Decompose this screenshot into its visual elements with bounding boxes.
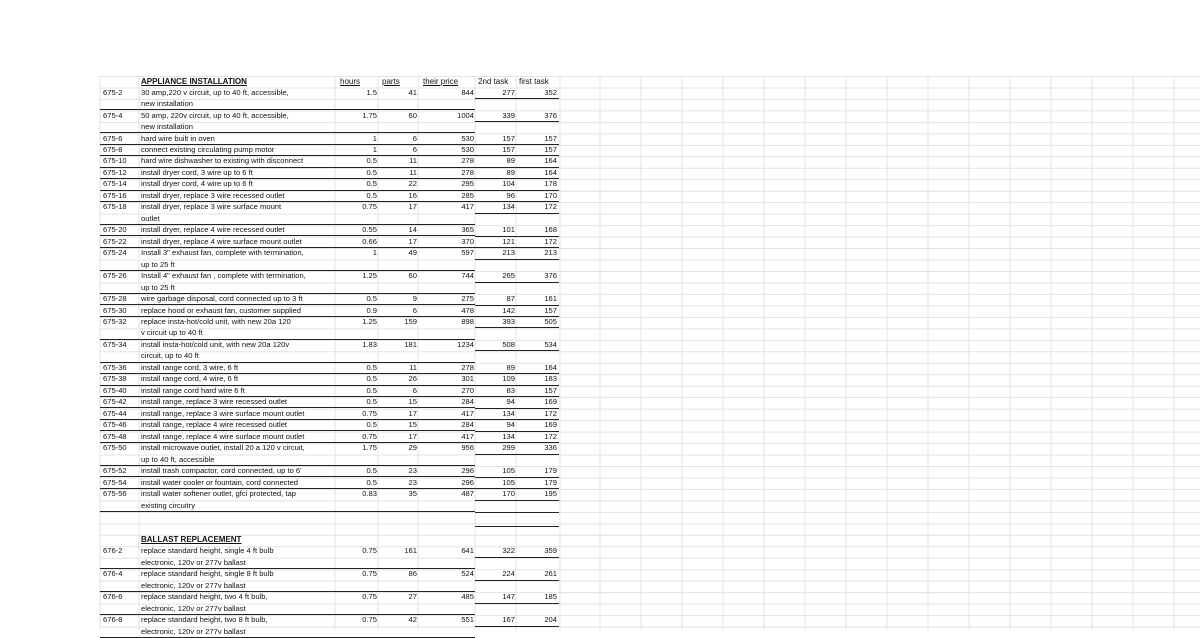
- item-description: existing circuitry: [141, 500, 196, 510]
- item-parts: 15: [408, 420, 417, 430]
- item-parts: 16: [408, 190, 417, 200]
- item-hours: 0.5: [366, 420, 377, 430]
- item-t2: 224: [502, 569, 515, 579]
- item-parts: 17: [408, 431, 417, 441]
- item-parts: 6: [412, 133, 417, 143]
- item-hours: 0.75: [362, 569, 377, 579]
- item-description: install trash compactor, cord connected, up to 6': [141, 466, 302, 476]
- task-underline: [475, 98, 559, 99]
- item-t1: 505: [544, 317, 557, 327]
- item-code: 675-36: [103, 362, 127, 372]
- item-hours: 0.5: [366, 362, 377, 372]
- item-description: install range, replace 4 wire recessed outlet: [141, 420, 288, 430]
- item-code: 675-20: [103, 225, 127, 235]
- item-code: 676-8: [103, 615, 123, 625]
- item-description: install range, replace 3 wire surface mount outlet: [141, 408, 305, 418]
- item-description: outlet: [141, 213, 160, 223]
- item-hours: 0.5: [366, 156, 377, 166]
- item-parts: 11: [409, 167, 417, 177]
- item-description: electronic, 120v or 277v ballast: [141, 626, 246, 636]
- item-description: install dryer, replace 4 wire recessed outlet: [141, 225, 285, 235]
- item-code: 676-4: [103, 569, 123, 579]
- item-t2: 94: [506, 420, 515, 430]
- item-hours: 0.9: [366, 305, 377, 315]
- item-t1: 204: [544, 615, 557, 625]
- item-price: 417: [461, 202, 474, 212]
- header-parts: parts: [382, 77, 400, 86]
- item-parts: 26: [408, 374, 417, 384]
- item-t2: 89: [506, 167, 515, 177]
- item-hours: 1: [372, 248, 377, 258]
- item-t1: 157: [544, 305, 557, 315]
- item-code: 675-16: [103, 190, 127, 200]
- item-hours: 0.5: [366, 294, 377, 304]
- item-description: replace standard height, two 4 ft bulb,: [141, 592, 268, 602]
- item-description: up to 25 ft: [141, 282, 175, 292]
- item-description: Install 4" exhaust fan , complete with termination,: [141, 271, 306, 281]
- item-t1: 172: [544, 431, 557, 441]
- item-description: Install 3" exhaust fan, complete with termination,: [141, 248, 304, 258]
- item-t2: 134: [502, 408, 515, 418]
- item-price: 597: [461, 248, 474, 258]
- item-t2: 105: [502, 466, 515, 476]
- item-t2: 109: [502, 374, 515, 384]
- item-parts: 60: [408, 271, 417, 281]
- item-code: 675-4: [103, 110, 123, 120]
- item-price: 478: [461, 305, 474, 315]
- item-description: replace standard height, two 8 ft bulb,: [141, 615, 268, 625]
- item-t2: 94: [506, 397, 515, 407]
- item-t2: 393: [502, 317, 515, 327]
- item-price: 487: [461, 489, 474, 499]
- item-t1: 157: [544, 133, 557, 143]
- item-description: new installation: [141, 99, 193, 109]
- item-description: install dryer, replace 4 wire surface mount outlet: [141, 236, 302, 246]
- item-description: electronic, 120v or 277v ballast: [141, 557, 246, 567]
- item-parts: 27: [408, 592, 417, 602]
- item-price: 370: [461, 236, 474, 246]
- item-description: install range, replace 3 wire recessed outlet: [141, 397, 288, 407]
- item-t2: 157: [502, 133, 515, 143]
- item-description: hard wire built in oven: [141, 133, 215, 143]
- task-underline: [475, 454, 559, 455]
- item-t1: 168: [544, 225, 557, 235]
- item-code: 675-28: [103, 294, 127, 304]
- item-hours: 0.5: [366, 477, 377, 487]
- item-parts: 29: [408, 443, 417, 453]
- item-t2: 87: [506, 294, 515, 304]
- item-t1: 172: [544, 202, 557, 212]
- item-parts: 49: [408, 248, 417, 258]
- item-t1: 161: [544, 294, 557, 304]
- item-parts: 181: [404, 339, 417, 349]
- item-description: install range cord, 3 wire, 6 ft: [141, 362, 239, 372]
- item-hours: 1: [372, 144, 377, 154]
- item-hours: 0.5: [366, 167, 377, 177]
- item-parts: 23: [408, 466, 417, 476]
- item-price: 296: [461, 466, 474, 476]
- item-code: 675-38: [103, 374, 127, 384]
- task-underline: [475, 282, 559, 283]
- item-t2: 101: [502, 225, 515, 235]
- item-code: 675-22: [103, 236, 127, 246]
- item-price: 551: [461, 615, 474, 625]
- item-t2: 104: [502, 179, 515, 189]
- item-t1: 359: [544, 546, 557, 556]
- item-description: install water softener outlet, gfci protected, tap: [141, 489, 296, 499]
- item-t2: 96: [506, 190, 515, 200]
- item-code: 675-10: [103, 156, 127, 166]
- item-price: 285: [461, 190, 474, 200]
- item-description: replace standard height, single 4 ft bulb: [141, 546, 274, 556]
- header-hours: hours: [340, 77, 361, 86]
- item-t2: 170: [502, 489, 515, 499]
- item-t2: 105: [502, 477, 515, 487]
- item-code: 675-42: [103, 397, 127, 407]
- item-code: 675-40: [103, 385, 127, 395]
- item-t2: 508: [502, 339, 515, 349]
- item-description: replace standard height, single 8 ft bulb: [141, 569, 274, 579]
- item-description: install range cord hard wire 6 ft: [141, 385, 245, 395]
- item-code: 675-6: [103, 133, 123, 143]
- item-price: 270: [461, 385, 474, 395]
- task-underline: [475, 603, 559, 604]
- item-parts: 159: [404, 317, 417, 327]
- item-code: 675-44: [103, 408, 127, 418]
- item-parts: 6: [412, 385, 417, 395]
- task-underline: [475, 121, 559, 122]
- item-parts: 86: [408, 569, 417, 579]
- item-code: 675-46: [103, 420, 127, 430]
- item-t1: 169: [544, 397, 557, 407]
- item-parts: 60: [408, 110, 417, 120]
- item-code: 675-26: [103, 271, 127, 281]
- item-code: 675-8: [103, 144, 123, 154]
- item-description: install range, replace 4 wire surface mount outlet: [141, 431, 305, 441]
- item-t2: 265: [502, 271, 515, 281]
- item-parts: 6: [412, 144, 417, 154]
- item-t1: 170: [544, 190, 557, 200]
- item-t2: 83: [506, 385, 515, 395]
- item-price: 417: [461, 408, 474, 418]
- item-t1: 164: [544, 167, 557, 177]
- item-description: up to 25 ft: [141, 259, 175, 269]
- item-parts: 14: [408, 225, 417, 235]
- task-underline: [475, 557, 559, 558]
- item-t1: 195: [544, 489, 557, 499]
- item-price: 278: [461, 156, 474, 166]
- task-underline: [475, 259, 559, 260]
- item-description: 50 amp, 220v circuit, up to 40 ft, accessible,: [141, 110, 289, 120]
- item-code: 675-48: [103, 431, 127, 441]
- item-t1: 172: [544, 236, 557, 246]
- item-price: 1004: [457, 110, 474, 120]
- task-underline: [475, 350, 559, 351]
- item-t2: 147: [502, 592, 515, 602]
- item-description: up to 40 ft, accessible: [141, 454, 215, 464]
- item-description: install dryer, replace 3 wire surface mount: [141, 202, 282, 212]
- item-hours: 0.5: [366, 397, 377, 407]
- item-description: replace hood or exhaust fan, customer supplied: [141, 305, 301, 315]
- item-hours: 1.75: [362, 443, 377, 453]
- item-hours: 1: [372, 133, 377, 143]
- task-underline: [475, 580, 559, 581]
- item-hours: 0.5: [366, 385, 377, 395]
- header-2nd-task: 2nd task: [478, 77, 509, 86]
- header-their-price: their price: [423, 77, 459, 86]
- item-hours: 0.5: [366, 190, 377, 200]
- item-parts: 35: [408, 489, 417, 499]
- item-hours: 0.66: [362, 236, 377, 246]
- item-description: replace insta-hot/cold unit, with new 20a 120: [141, 317, 291, 327]
- item-t1: 157: [544, 144, 557, 154]
- item-price: 296: [461, 477, 474, 487]
- item-t2: 157: [502, 144, 515, 154]
- item-price: 524: [461, 569, 474, 579]
- item-code: 676-2: [103, 546, 123, 556]
- item-code: 675-2: [103, 87, 123, 97]
- item-code: 675-52: [103, 466, 127, 476]
- item-code: 675-30: [103, 305, 127, 315]
- item-t1: 261: [544, 569, 557, 579]
- item-code: 675-34: [103, 339, 127, 349]
- item-price: 898: [461, 317, 474, 327]
- item-parts: 11: [409, 156, 417, 166]
- item-price: 1234: [457, 339, 474, 349]
- item-hours: 0.83: [362, 489, 377, 499]
- item-t2: 134: [502, 431, 515, 441]
- header-first-task: first task: [519, 77, 549, 86]
- item-description: install dryer, replace 3 wire recessed outlet: [141, 190, 285, 200]
- item-price: 844: [461, 87, 474, 97]
- item-hours: 0.5: [366, 179, 377, 189]
- task-underline: [475, 626, 559, 627]
- item-hours: 0.55: [362, 225, 377, 235]
- item-parts: 41: [408, 87, 417, 97]
- item-code: 676-6: [103, 592, 123, 602]
- item-description: electronic, 120v or 277v ballast: [141, 603, 246, 613]
- item-hours: 0.75: [362, 592, 377, 602]
- item-t1: 183: [544, 374, 557, 384]
- item-t2: 89: [506, 156, 515, 166]
- item-description: install dryer cord, 3 wire up to 6 ft: [141, 167, 253, 177]
- item-t2: 299: [502, 443, 515, 453]
- item-price: 301: [461, 374, 474, 384]
- item-hours: 0.75: [362, 546, 377, 556]
- task-underline: [475, 500, 559, 501]
- item-t1: 376: [544, 271, 557, 281]
- item-description: electronic, 120v or 277v ballast: [141, 580, 246, 590]
- item-description: install dryer cord, 4 wire up to 6 ft: [141, 179, 253, 189]
- item-t2: 322: [502, 546, 515, 556]
- item-parts: 23: [408, 477, 417, 487]
- item-hours: 1.75: [362, 110, 377, 120]
- section-separator-line: [475, 512, 559, 513]
- item-description: v circuit up to 40 ft: [141, 328, 203, 338]
- item-code: 675-12: [103, 167, 127, 177]
- item-price: 485: [461, 592, 474, 602]
- item-t1: 164: [544, 156, 557, 166]
- item-hours: 1.25: [362, 271, 377, 281]
- item-parts: 15: [408, 397, 417, 407]
- item-price: 284: [461, 420, 474, 430]
- task-underline: [475, 213, 559, 214]
- item-t2: 213: [502, 248, 515, 258]
- item-t1: 376: [544, 110, 557, 120]
- section-title: APPLIANCE INSTALLATION: [141, 77, 247, 86]
- item-t1: 169: [544, 420, 557, 430]
- item-price: 275: [461, 294, 474, 304]
- item-price: 284: [461, 397, 474, 407]
- item-hours: 1.83: [362, 339, 377, 349]
- item-code: 675-14: [103, 179, 127, 189]
- item-t1: 185: [544, 592, 557, 602]
- item-code: 675-50: [103, 443, 127, 453]
- item-parts: 17: [408, 408, 417, 418]
- item-t2: 121: [502, 236, 515, 246]
- item-parts: 9: [412, 294, 417, 304]
- item-t1: 336: [544, 443, 557, 453]
- item-t1: 178: [544, 179, 557, 189]
- item-parts: 22: [408, 179, 417, 189]
- item-t2: 339: [502, 110, 515, 120]
- item-t1: 157: [544, 385, 557, 395]
- item-description: circuit, up to 40 ft: [141, 351, 199, 361]
- item-hours: 0.5: [366, 374, 377, 384]
- item-t2: 89: [506, 362, 515, 372]
- item-description: install range cord, 4 wire, 6 ft: [141, 374, 239, 384]
- item-t1: 213: [544, 248, 557, 258]
- item-code: 675-24: [103, 248, 127, 258]
- item-hours: 0.75: [362, 431, 377, 441]
- section-title: BALLAST REPLACEMENT: [141, 534, 242, 544]
- item-hours: 1.5: [366, 87, 377, 97]
- item-hours: 1.25: [362, 317, 377, 327]
- item-hours: 0.75: [362, 408, 377, 418]
- section-separator-line: [475, 526, 559, 527]
- item-price: 530: [461, 144, 474, 154]
- item-t1: 172: [544, 408, 557, 418]
- item-price: 744: [461, 271, 474, 281]
- item-t2: 134: [502, 202, 515, 212]
- item-t1: 164: [544, 362, 557, 372]
- item-t1: 179: [544, 477, 557, 487]
- item-description: install microwave outlet, install 20 a 120 v circuit,: [141, 443, 305, 453]
- item-code: 675-56: [103, 489, 127, 499]
- item-description: wire garbage disposal, cord connected up to 3 ft: [141, 294, 303, 304]
- item-code: 675-54: [103, 477, 127, 487]
- item-parts: 17: [408, 202, 417, 212]
- item-parts: 17: [408, 236, 417, 246]
- item-description: install water cooler or fountain, cord connected: [141, 477, 299, 487]
- item-parts: 42: [408, 615, 417, 625]
- item-price: 278: [461, 362, 474, 372]
- item-code: 675-32: [103, 317, 127, 327]
- item-hours: 0.75: [362, 615, 377, 625]
- item-price: 641: [461, 546, 474, 556]
- item-price: 956: [461, 443, 474, 453]
- item-hours: 0.5: [366, 466, 377, 476]
- item-price: 417: [461, 431, 474, 441]
- item-description: connect existing circulating pump motor: [141, 144, 275, 154]
- item-t2: 277: [502, 87, 515, 97]
- item-description: hard wire dishwasher to existing with disconnect: [141, 156, 304, 166]
- item-t2: 167: [502, 615, 515, 625]
- item-parts: 6: [412, 305, 417, 315]
- item-t1: 534: [544, 339, 557, 349]
- item-parts: 11: [409, 362, 417, 372]
- item-price: 295: [461, 179, 474, 189]
- item-price: 530: [461, 133, 474, 143]
- item-code: 675-18: [103, 202, 127, 212]
- item-price: 278: [461, 167, 474, 177]
- item-t2: 142: [502, 305, 515, 315]
- item-price: 365: [461, 225, 474, 235]
- item-hours: 0.75: [362, 202, 377, 212]
- task-underline: [475, 327, 559, 328]
- item-t1: 352: [544, 87, 557, 97]
- item-description: install insta-hot/cold unit, with new 20a 120v: [141, 339, 290, 349]
- item-description: new installation: [141, 122, 193, 132]
- item-parts: 161: [404, 546, 417, 556]
- row-underline: [100, 511, 475, 512]
- item-t1: 179: [544, 466, 557, 476]
- item-description: 30 amp,220 v circuit, up to 40 ft, accessible,: [141, 87, 289, 97]
